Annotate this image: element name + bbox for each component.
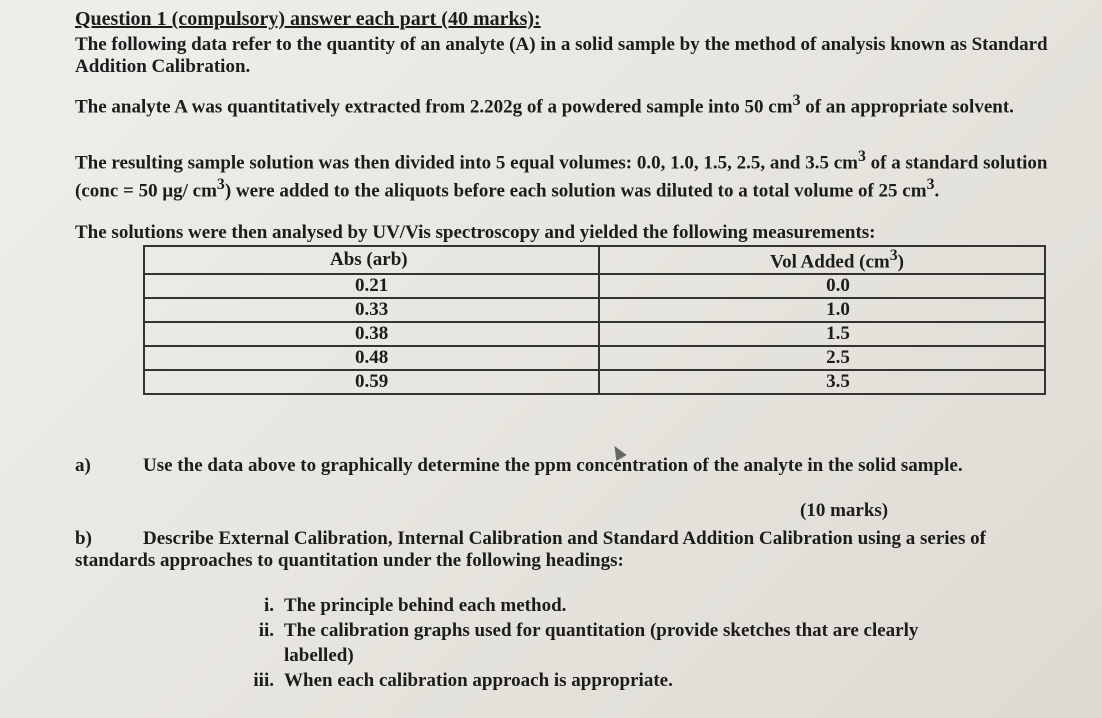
header-vol-superscript: 3: [889, 247, 898, 264]
table-row: [144, 346, 1045, 370]
list-item: [230, 593, 964, 618]
vol-cell: 1.0: [599, 298, 1045, 322]
p3-text-b: of a standard solution (conc = 50 μg/ cm: [75, 152, 1048, 202]
abs-cell: 0.33: [144, 298, 599, 322]
p2-text-a: The analyte A was quantitatively extracted from 2.202g of a powdered sample into 50 cm: [75, 96, 793, 118]
vol-cell: 2.5: [599, 346, 1045, 370]
intro-paragraph-2: [75, 90, 1065, 118]
part-a-marks: (10 marks): [800, 500, 889, 521]
p3-text-a: The resulting sample solution was then divided into 5 equal volumes: 0.0, 1.0, 1.5, 2.5, and 3.5 cm: [75, 152, 858, 174]
table-row: [144, 370, 1045, 394]
vol-cell: 1.5: [599, 322, 1045, 346]
list-item-text: The principle behind each method.: [284, 595, 567, 616]
part-b-text: Describe External Calibration, Internal Calibration and Standard Addition Calibration using a series of standards approaches to quantitation under the following headings:: [75, 528, 986, 571]
p3-superscript-1: 3: [857, 148, 866, 165]
list-item-text: The calibration graphs used for quantitation (provide sketches that are clearly labelled): [284, 620, 919, 666]
part-b-sub-list: [230, 593, 964, 693]
intro-paragraph-4: The solutions were then analysed by UV/Vis spectroscopy and yielded the following measurements:: [75, 222, 876, 243]
list-item-number: i.: [263, 595, 274, 616]
header-abs: Abs (arb): [144, 246, 599, 274]
intro-paragraph-1: The following data refer to the quantity of an analyte (A) in a solid sample by the method of analysis known as Standard Addition Calibration.: [75, 34, 1048, 77]
list-item-number: iii.: [253, 670, 274, 691]
p2-superscript: 3: [792, 92, 801, 109]
table-header-row: [144, 246, 1045, 274]
abs-cell: 0.59: [144, 370, 599, 394]
header-vol: [599, 246, 1045, 274]
intro-paragraph-3: [75, 146, 1065, 203]
p2-text-b: of an appropriate solvent.: [800, 96, 1014, 118]
question-title: Question 1 (compulsory) answer each part (40 marks):: [75, 8, 541, 30]
list-item: [230, 618, 964, 668]
p3-superscript-2: 3: [216, 176, 225, 194]
vol-cell: 0.0: [599, 274, 1045, 298]
list-item-number: ii.: [258, 620, 274, 641]
table-row: [144, 298, 1045, 322]
table-row: [144, 274, 1045, 298]
list-item-text: When each calibration approach is appropriate.: [284, 670, 673, 691]
part-b-label: b): [75, 528, 92, 549]
abs-cell: 0.48: [144, 346, 599, 370]
abs-cell: 0.38: [144, 322, 599, 346]
header-vol-end: ): [897, 251, 904, 273]
table-row: [144, 322, 1045, 346]
p3-superscript-3: 3: [926, 176, 935, 194]
list-item: [230, 668, 964, 693]
vol-cell: 3.5: [599, 370, 1045, 394]
part-a-text: Use the data above to graphically determine the ppm concentration of the analyte in the solid sample.: [143, 455, 963, 476]
header-vol-text: Vol Added (cm: [770, 251, 890, 273]
abs-cell: 0.21: [144, 274, 599, 298]
measurements-table: [143, 245, 1046, 395]
part-a-label: a): [75, 455, 91, 476]
p3-text-d: .: [934, 180, 940, 202]
p3-text-c: ) were added to the aliquots before each solution was diluted to a total volume of 25 cm: [224, 180, 927, 202]
